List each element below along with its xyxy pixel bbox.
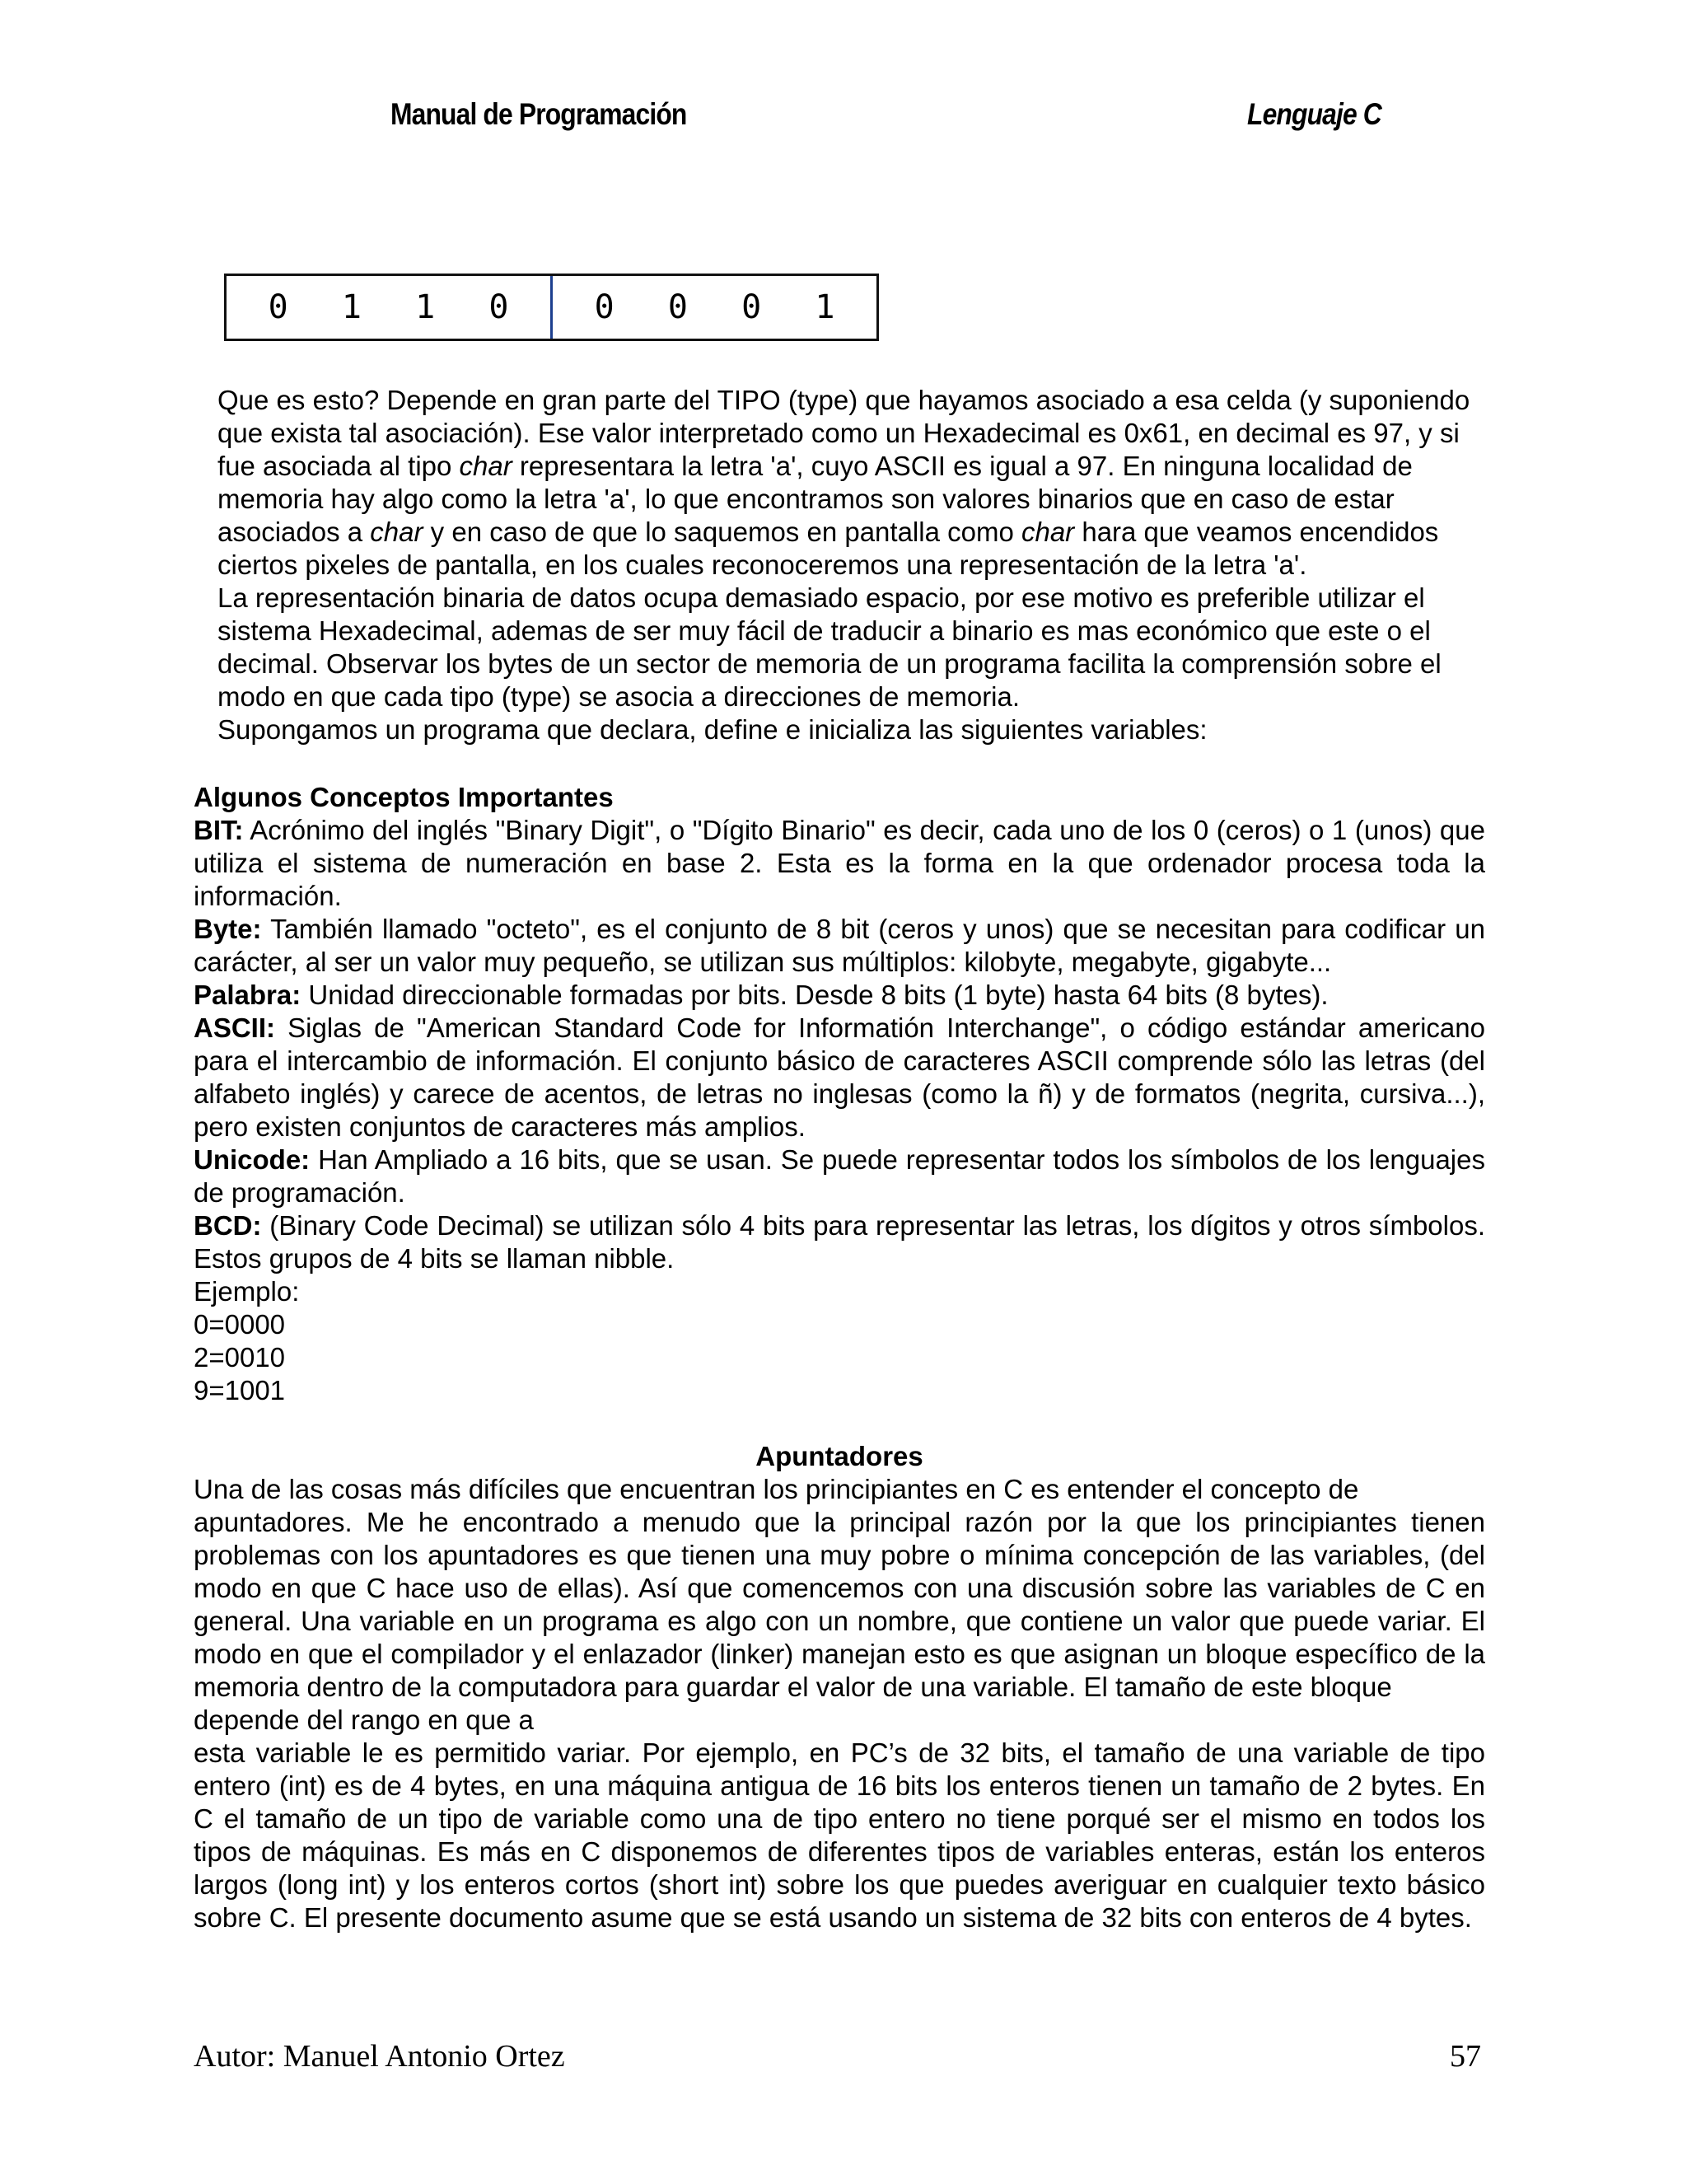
bit: 0: [594, 288, 615, 326]
definition: [194, 913, 1485, 979]
example-line: 0=0000: [194, 1309, 286, 1340]
definition: [194, 1143, 1485, 1209]
paragraph: esta variable le es permitido variar. Por ejemplo, en PC’s de 32 bits, el tamaño de una variable de tipo entero (int) es de 4 bytes, en una máquina antigua de 16 bits los enteros tienen un tamaño de 2 bytes. En C el tamaño de un tipo de variable como una de tipo entero no tiene porqué ser el mismo en todos los tipos de máquinas. Es más en C disponemos de diferentes tipos de variables enteras, están los enteros largos (long int) y los enteros cortos (short int) sobre los que puedes averiguar en cualquier texto básico sobre C. El presente documento asume que se está usando un sistema de 32 bits con enteros de 4 bytes.: [194, 1737, 1485, 1933]
intro-section: [217, 384, 1486, 746]
section-heading: Algunos Conceptos Importantes: [194, 782, 614, 812]
section-title: Apuntadores: [755, 1441, 923, 1471]
intro-paragraph: [217, 384, 1486, 582]
text: hara que veamos encendidos ciertos pixeles de pantalla, en los cuales reconoceremos una representación de la letra 'a'.: [217, 517, 1439, 580]
header-subject: Lenguaje C: [1247, 97, 1381, 131]
keyword-char: char: [459, 451, 512, 481]
definition-text: Siglas de "American Standard Code for Informatión Interchange", o código estándar americano para el intercambio de información. El conjunto básico de caracteres ASCII comprende sólo las letras (del alfabeto inglés) y carece de acentos, de letras no inglesas (como la ñ) y de formatos (negrita, cursiva...), pero existen conjuntos de caracteres más amplios.: [194, 1012, 1485, 1142]
text: Que es esto? Depende en gran parte del TIPO (type) que hayamos asociado a esa celda (y suponiendo que exista tal asociación). Ese valor interpretado como un Hexadecimal es 0x61, en decimal es 97, y si fue asociada al tipo: [217, 385, 1470, 481]
intro-paragraph: Supongamos un programa que declara, define e inicializa las siguientes variables:: [217, 714, 1208, 745]
footer-author: Autor: Manuel Antonio Ortez: [194, 2039, 565, 2074]
intro-paragraph: La representación binaria de datos ocupa demasiado espacio, por ese motivo es preferible utilizar el sistema Hexadecimal, ademas de ser muy fácil de traducir a binario es mas económico que este o el decimal. Observar los bytes de un sector de memoria de un programa facilita la comprensión sobre el modo en que cada tipo (type) se asocia a direcciones de memoria.: [217, 582, 1442, 712]
term: ASCII:: [194, 1012, 275, 1043]
bit: 0: [667, 288, 688, 326]
binary-byte-box: [224, 274, 879, 341]
definition-text: Unidad direccionable formadas por bits. Desde 8 bits (1 byte) hasta 64 bits (8 bytes).: [301, 980, 1329, 1010]
term: Unicode:: [194, 1144, 311, 1175]
definition: [194, 1209, 1485, 1275]
definition-text: También llamado "octeto", es el conjunto de 8 bit (ceros y unos) que se necesitan para codificar un carácter, al ser un valor muy pequeño, se utilizan sus múltiplos: kilobyte, megabyte, gigabyte...: [194, 914, 1485, 977]
low-nibble: [550, 276, 876, 339]
bit: 1: [815, 288, 835, 326]
definition: [194, 979, 1485, 1012]
definition-text: Han Ampliado a 16 bits, que se usan. Se puede representar todos los símbolos de los lenguajes de programación.: [194, 1144, 1485, 1208]
keyword-char: char: [1021, 517, 1075, 547]
text: representara la letra 'a', cuyo ASCII es igual a 97. En ninguna localidad de memoria hay algo como la letra 'a', lo que encontramos son valores binarios que en caso de estar asociados a: [217, 451, 1413, 547]
definition-text: Acrónimo del inglés "Binary Digit", o "Dígito Binario" es decir, cada uno de los 0 (ceros) o 1 (unos) que utiliza el sistema de numeración en base 2. Esta es la forma en la que ordenador procesa toda la información.: [194, 815, 1485, 911]
term: Byte:: [194, 914, 262, 944]
bit: 0: [268, 288, 288, 326]
paragraph: apuntadores. Me he encontrado a menudo que la principal razón por la que los principiantes tienen problemas con los apuntadores es que tienen una muy pobre o mínima concepción de las variables, (del modo en que C hace uso de ellas). Así que comencemos con una discusión sobre las variables de C en general. Una variable en un programa es algo con un nombre, que contiene un valor que puede variar. El modo en que el compilador y el enlazador (linker) manejan esto es que asignan un bloque específico de la memoria dentro de la computadora para guardar el valor de una variable. El tamaño de este bloque: [194, 1507, 1485, 1702]
example-line: 9=1001: [194, 1375, 286, 1405]
example-label: Ejemplo:: [194, 1276, 300, 1307]
term: BIT:: [194, 815, 244, 845]
concepts-section: [194, 781, 1485, 1407]
bit: 1: [415, 288, 436, 326]
bit: 0: [488, 288, 509, 326]
keyword-char: char: [370, 517, 423, 547]
definition-text: (Binary Code Decimal) se utilizan sólo 4 bits para representar las letras, los dígitos y otros símbolos. Estos grupos de 4 bits se llaman nibble.: [194, 1210, 1485, 1274]
definition: [194, 1012, 1485, 1143]
paragraph: Una de las cosas más difíciles que encuentran los principiantes en C es entender el concepto de: [194, 1474, 1359, 1504]
paragraph: depende del rango en que a: [194, 1705, 534, 1735]
bit: 1: [341, 288, 362, 326]
header-title: Manual de Programación: [390, 97, 687, 131]
page-number: 57: [1450, 2039, 1481, 2074]
high-nibble: [227, 276, 550, 339]
text: y en caso de que lo saquemos en pantalla como: [423, 517, 1021, 547]
term: BCD:: [194, 1210, 262, 1241]
bit: 0: [741, 288, 762, 326]
definition: [194, 814, 1485, 913]
apuntadores-section: [194, 1440, 1485, 1934]
example-line: 2=0010: [194, 1342, 286, 1373]
term: Palabra:: [194, 980, 301, 1010]
